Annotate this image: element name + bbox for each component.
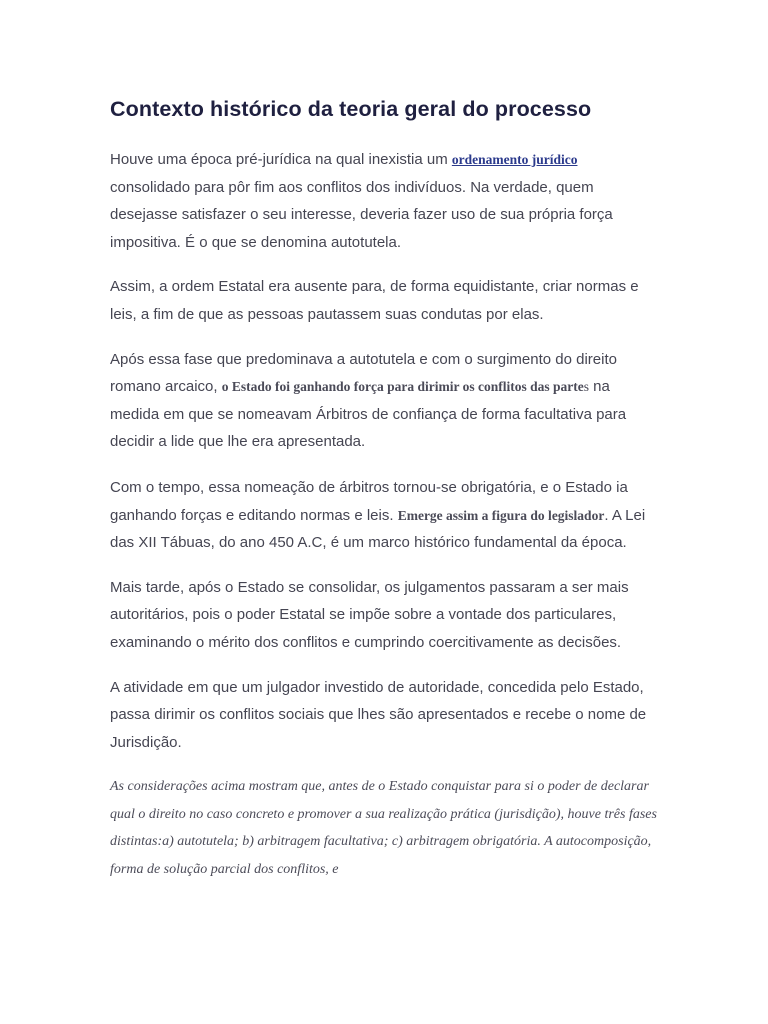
paragraph-3 [110, 346, 660, 456]
paragraph-1-text-end: consolidado para pôr fim aos conflitos dos indivíduos. Na verdade, quem desejasse satisfazer o seu interesse, deveria fazer uso de sua própria força impositiva. É o que se denomina autotutela. [110, 178, 613, 251]
paragraph-3-bold-text: o Estado foi ganhando força para dirimir os conflitos das parte [221, 379, 584, 395]
paragraph-4-text-start: Com o tempo, essa nomeação de árbitros tornou-se obrigatória, e o Estado ia ganhando forças e editando normas e leis. [110, 478, 628, 524]
paragraph-4-text-end: . A Lei das XII Tábuas, do ano 450 A.C, é um marco histórico fundamental da época. [110, 506, 646, 552]
paragraph-7-italic: As considerações acima mostram que, antes de o Estado conquistar para si o poder de declarar qual o direito no caso concreto e promover a sua realização prática (jurisdição), houve três fases distintas:a) autotutela; b) arbitragem facultativa; c) arbitragem obrigatória. A autocomposição, forma de solução parcial dos conflitos, e [110, 779, 657, 878]
paragraph-5: Mais tarde, após o Estado se consolidar, os julgamentos passaram a ser mais autoritários, pois o poder Estatal se impõe sobre a vontade dos particulares, examinando o mérito dos conflitos e cumprindo coercitivamente as decisões. [110, 578, 629, 651]
paragraph-6: A atividade em que um julgador investido de autoridade, concedida pelo Estado, passa dirimir os conflitos sociais que lhes são apresentados e recebe o nome de Jurisdição. [110, 678, 647, 751]
paragraph-1 [110, 146, 660, 256]
document-page [110, 92, 660, 901]
page-title: Contexto histórico da teoria geral do processo [110, 97, 592, 121]
ordenamento-juridico-link[interactable]: ordenamento jurídico [451, 152, 578, 167]
paragraph-1-text-start: Houve uma época pré-jurídica na qual inexistia um [110, 151, 452, 168]
paragraph-4 [110, 474, 660, 557]
paragraph-4-bold-text: Emerge assim a figura do legislador [397, 507, 605, 523]
paragraph-3-bold-tail: s [583, 379, 589, 395]
paragraph-3-text-start: Após essa fase que predominava a autotutela e com o surgimento do direito romano arcaico, [110, 350, 617, 396]
paragraph-2: Assim, a ordem Estatal era ausente para, de forma equidistante, criar normas e leis, a fim de que as pessoas pautassem suas condutas por elas. [110, 278, 639, 323]
paragraph-3-text-end: na medida em que se nomeavam Árbitros de confiança de forma facultativa para decidir a lide que lhe era apresentada. [110, 378, 627, 451]
